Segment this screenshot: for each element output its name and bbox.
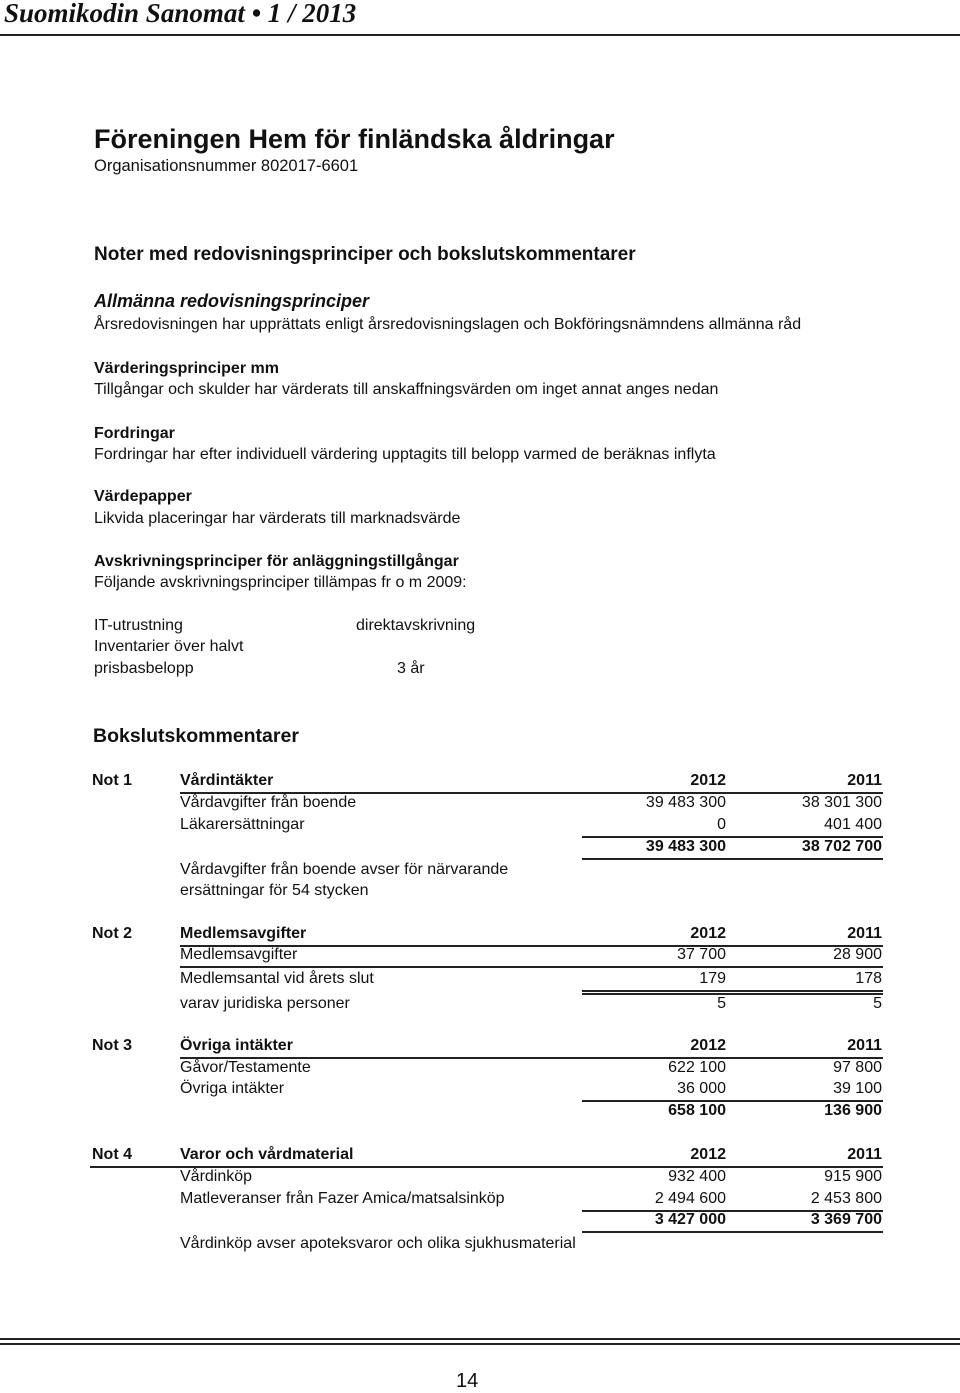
row-rule [582,990,883,992]
note-row-value: 179 [699,970,726,987]
dep-inv-label-2: prisbasbelopp [94,660,194,677]
section-heading: Allmänna redovisningsprinciper [94,291,370,311]
year-col-1: 2012 [690,1037,726,1054]
note-total-value: 136 900 [824,1102,882,1119]
year-col-2: 2011 [847,925,882,942]
note-title: Varor och vårdmaterial [180,1146,354,1163]
note-label: Not 2 [92,925,132,942]
note-total-value: 3 369 700 [810,1211,882,1228]
note-total-value: 39 483 300 [645,838,726,855]
year-col-2: 2011 [847,1146,882,1163]
note-row-value: 38 301 300 [801,794,882,811]
year-col-1: 2012 [690,1146,726,1163]
note-row-value: 932 400 [668,1168,726,1185]
note-row-label: Vårdavgifter från boende [180,794,357,811]
section-heading: Fordringar [94,425,175,442]
dep-it-method: direktavskrivning [356,617,476,634]
note-row-label: Medlemsantal vid årets slut [180,970,374,987]
note-row-value: 178 [855,970,882,987]
note-row-label: Övriga intäkter [180,1080,285,1097]
notes-title: Noter med redovisningsprinciper och bokslutskommentarer [94,244,636,265]
year-col-1: 2012 [690,925,726,942]
footer-divider [0,1343,960,1345]
note-row-value: 97 800 [833,1059,882,1076]
section-heading: Avskrivningsprinciper för anläggningstillgångar [94,553,459,570]
note-row-value: 622 100 [668,1059,726,1076]
dep-inv-label: Inventarier över halvt [94,638,244,655]
note-total-value: 3 427 000 [654,1211,726,1228]
bokslut-title: Bokslutskommentarer [93,725,299,747]
note-row-value: 36 000 [677,1080,726,1097]
note-row-value: 2 494 600 [654,1190,726,1207]
note-row-value: 39 483 300 [645,794,726,811]
note-row-label: Matleveranser från Fazer Amica/matsalsinköp [180,1190,505,1207]
note-row-label: varav juridiska personer [180,995,350,1012]
note-total-value: 38 702 700 [801,838,882,855]
section-body: Likvida placeringar har värderats till marknadsvärde [94,510,461,527]
dep-inv-value: 3 år [397,660,425,677]
org-title: Föreningen Hem för finländska åldringar [94,124,615,154]
year-col-2: 2011 [847,772,882,789]
note-label: Not 1 [92,772,132,789]
year-col-1: 2012 [690,772,726,789]
masthead: Suomikodin Sanomat • 1 / 2013 [4,0,357,28]
row-rule [180,966,883,968]
note-comment: Vårdavgifter från boende avser för närvarande [180,861,509,878]
note-comment: Vårdinköp avser apoteksvaror och olika sjukhusmaterial [180,1235,576,1252]
section-heading: Värdepapper [94,488,192,505]
note-row-value: 37 700 [677,946,726,963]
note-title: Övriga intäkter [180,1037,293,1054]
note-row-value: 2 453 800 [810,1190,882,1207]
footer-divider [0,1338,960,1340]
note-row-value: 39 100 [833,1080,882,1097]
section-body: Tillgångar och skulder har värderats till anskaffningsvärden om inget annat anges nedan [94,381,719,398]
note-total-value: 658 100 [668,1102,726,1119]
note-title: Vårdintäkter [180,772,274,789]
section-body: Årsredovisningen har upprättats enligt årsredovisningslagen och Bokföringsnämndens allmänna råd [94,316,802,333]
note-title: Medlemsavgifter [180,925,307,942]
note-row-value: 5 [717,995,726,1012]
masthead-divider [0,34,960,36]
note-label: Not 3 [92,1037,132,1054]
note-row-label: Läkarersättningar [180,816,305,833]
year-col-2: 2011 [847,1037,882,1054]
note-row-value: 401 400 [824,816,882,833]
section-heading: Värderingsprinciper mm [94,360,279,377]
note-row-value: 28 900 [833,946,882,963]
dep-it-label: IT-utrustning [94,617,183,634]
total-rule [582,858,883,860]
section-body: Fordringar har efter individuell värdering upptagits till belopp varmed de beräknas inflyta [94,446,716,463]
note-row-value: 5 [873,995,882,1012]
note-label: Not 4 [92,1146,132,1163]
note-row-label: Gåvor/Testamente [180,1059,311,1076]
section-body: Följande avskrivningsprinciper tillämpas fr o m 2009: [94,574,467,591]
note-row-label: Vårdinköp [180,1168,253,1185]
page-number: 14 [456,1370,479,1392]
total-rule [582,1231,883,1233]
note-row-value: 0 [717,816,726,833]
note-row-label: Medlemsavgifter [180,946,298,963]
note-comment: ersättningar för 54 stycken [180,882,369,899]
note-row-value: 915 900 [824,1168,882,1185]
org-number: Organisationsnummer 802017-6601 [94,157,359,175]
